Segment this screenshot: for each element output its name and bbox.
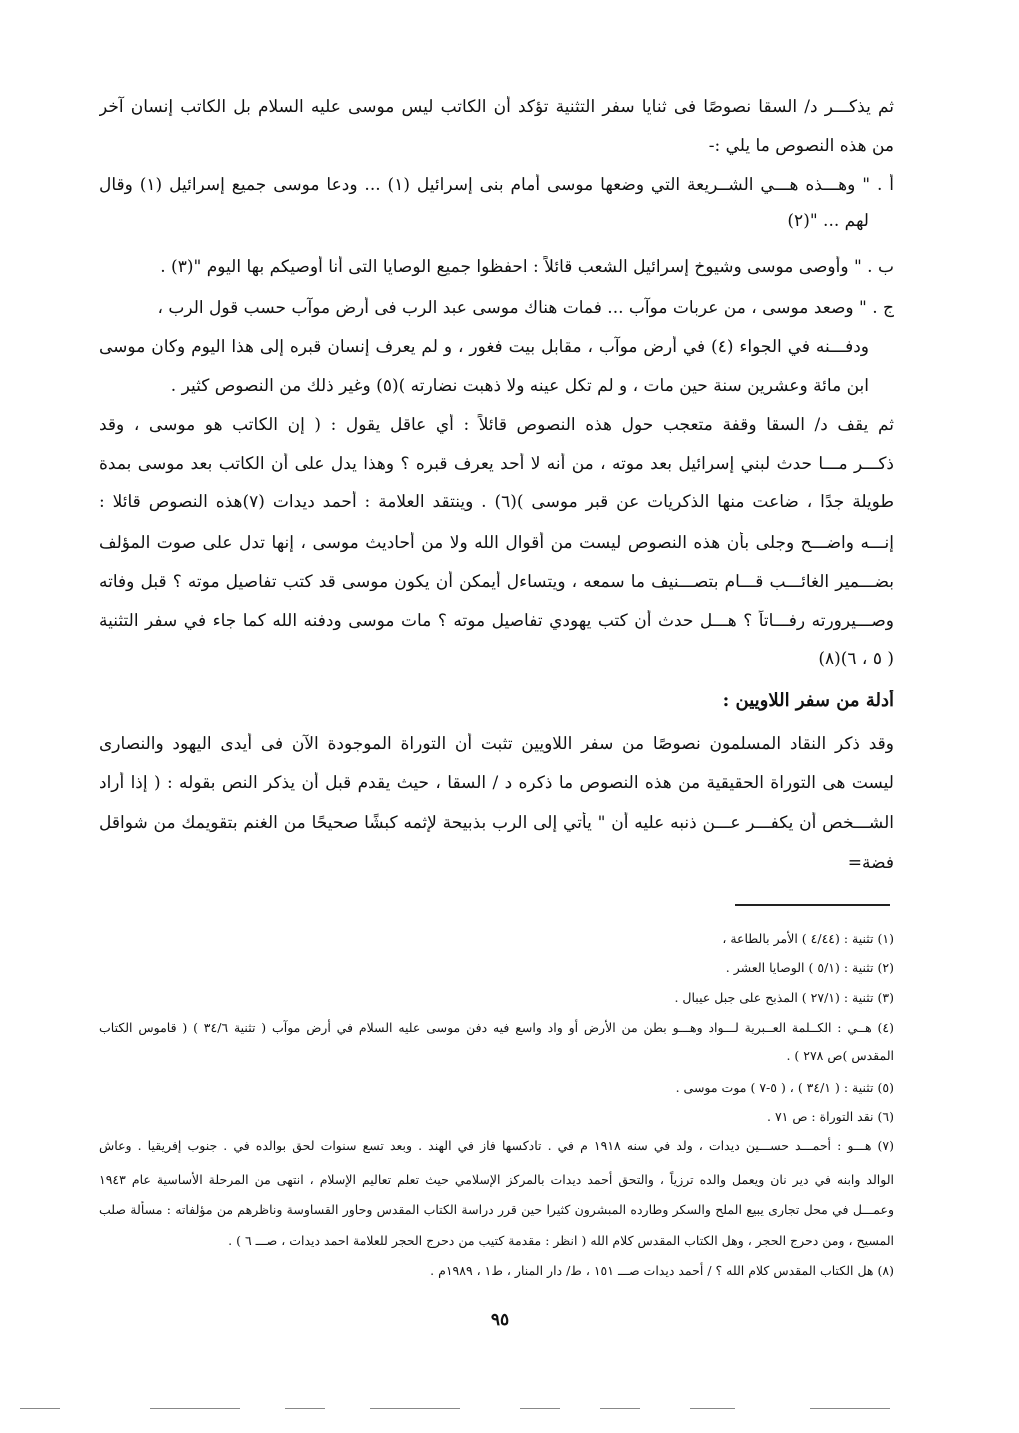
quote-c-line-3: ابن مائة وعشرين سنة حين مات ، و لم تكل عينه ولا ذهبت نضارته )(٥) وغير ذلك من النصوص كثير .	[170, 376, 869, 396]
scan-artifact-line	[150, 1408, 240, 1409]
paragraph-4-line-3: الشـــخص أن يكفـــر عـــن ذنبه عليه أن " يأتي إلى الرب بذبيحة لإثمه كبشًا صحيحًا من الغنم بتقويمك من شواقل	[99, 813, 894, 833]
footnote-7-line-3: وعمـــل في محل تجارى يبيع الملح والسكر وطارده المبشرون كثيرا حين قرر دراسة الكتاب المقدس وحاور القساوسة وناظرهم من مؤلفاته : مسألة صلب	[99, 1202, 894, 1217]
section-heading: أدلة من سفر اللاويين :	[722, 690, 894, 711]
paragraph-1-line-1: ثم يذكـــر د/ السقا نصوصًا فى ثنايا سفر التثنية تؤكد أن الكاتب ليس موسى عليه السلام بل الكاتب إنسان آخر	[99, 97, 894, 117]
paragraph-4-line-1: وقد ذكر النقاد المسلمون نصوصًا من سفر اللاويين تثبت أن التوراة الموجودة الآن فى أيدى اليهود والنصارى	[99, 734, 894, 754]
quote-a-line-2: لهم ... "(٢)	[787, 211, 869, 231]
paragraph-3-line-2: بضـــمير الغائـــب قـــام بتصـــنيف ما سمعه ، ويتساءل أيمكن أن يكون موسى قد كتب تفاصيل موته ؟ قبل وفاته	[99, 572, 894, 592]
paragraph-2-line-2: ذكـــر مـــا حدث لبني إسرائيل بعد موته ، من أنه لا أحد يعرف قبره ؟ وهذا يدل على أن الكاتب بعد موسى بمدة	[99, 454, 894, 474]
paragraph-4-line-2: ليست هى التوراة الحقيقية من هذه النصوص ما ذكره د / السقا ، حيث يقدم قبل أن يذكر النص بقوله : ( إذا أراد	[99, 773, 894, 793]
footnote-8: (٨) هل الكتاب المقدس كلام الله ؟ / أحمد ديدات صـــ ١٥١ ، ط/ دار المنار ، ط١ ، ١٩٨٩م .	[430, 1263, 894, 1278]
footnote-2: (٢) تثنية : (٥/١ ) الوصايا العشر .	[725, 960, 894, 975]
footnote-7-line-4: المسيح ، ومن دحرج الحجر ، وهل الكتاب المقدس كلام الله ( انظر : مقدمة كتيب من دحرج الحجر للعلامة احمد ديدات ، صـــ ٦ ) .	[228, 1233, 894, 1248]
scan-artifact-line	[285, 1408, 325, 1409]
quote-a-line-1: أ . " وهـــذه هـــي الشــريعة التي وضعها موسى أمام بنى إسرائيل (١) ... ودعا موسى جميع إسرائيل (١) وقال	[99, 175, 894, 195]
paragraph-3-line-3: وصـــيرورته رفـــاتاً ؟ هـــل حدث أن كتب يهودي تفاصيل موته ؟ مات موسى ودفنه الله كما جاء في سفر التثنية	[99, 611, 894, 631]
scan-artifact-line	[600, 1408, 640, 1409]
paragraph-1-line-2: من هذه النصوص ما يلي :-	[708, 136, 894, 156]
scan-artifact-line	[690, 1408, 735, 1409]
paragraph-2-line-1: ثم يقف د/ السقا وقفة متعجب حول هذه النصوص قائلاً : أي عاقل يقول : ( إن الكاتب هو موسى ، وقد	[99, 415, 894, 435]
scan-artifact-line	[520, 1408, 560, 1409]
quote-c-line-2: ودفـــنه في الجواء (٤) في أرض موآب ، مقابل بيت فغور ، و لم يعرف إنسان قبره إلى هذا اليوم وكان موسى	[99, 337, 869, 357]
page-number: ٩٥	[490, 1310, 510, 1330]
scan-artifact-line	[810, 1408, 890, 1409]
footnote-3: (٣) تثنية : (٢٧/١ ) المذبح على جبل عيبال .	[674, 990, 894, 1005]
paragraph-3-line-4: ( ٥ ، ٦)(٨)	[818, 649, 894, 669]
scan-artifact-line	[370, 1408, 460, 1409]
quote-c-line-1: ج . " وصعد موسى ، من عربات موآب ... فمات هناك موسى عبد الرب فى أرض موآب حسب قول الرب ،	[157, 298, 894, 318]
footnote-7-line-1: (٧) هـــو : أحمـــد حســـين ديدات ، ولد في سنه ١٩١٨ م في . تادكسها فاز في الهند . وبعد تسع سنوات لحق بوالده في . جنوب إفريقيا . وعاش	[99, 1138, 894, 1153]
paragraph-2-line-3: طويلة جدًا ، ضاعت منها الذكريات عن قبر موسى )(٦) . وينتقد العلامة : أحمد ديدات (٧)هذه النصوص قائلا :	[99, 492, 894, 512]
footnote-7-line-2: الوالد وابنه في دير نان ويعمل والده ترزياً ، والتحق أحمد ديدات بالمركز الإسلامي حيث تعلم تعاليم الإسلام ، انتهى من المرحلة الأساسية عام ١٩٤٣	[99, 1172, 894, 1187]
scan-artifact-line	[20, 1408, 60, 1409]
footnote-5: (٥) تثنية : ( ٣٤/١ ) ، ( ٥-٧ ) موت موسى .	[675, 1080, 894, 1095]
paragraph-4-line-4: فضة=	[847, 853, 894, 873]
quote-b-line-1: ب . " وأوصى موسى وشيوخ إسرائيل الشعب قائلاً : احفظوا جميع الوصايا التى أنا أوصيكم بها اليوم "(٣) .	[160, 257, 894, 277]
footnote-1: (١) تثنية : (٤/٤٤ ) الأمر بالطاعة ،	[722, 931, 894, 946]
footnote-separator	[735, 904, 890, 906]
footnote-4-line-2: المقدس )ص ٢٧٨ ) .	[786, 1048, 894, 1063]
footnote-4-line-1: (٤) هــي : الكــلمة العــبرية لـــواد وهـــو بطن من الأرض أو واد واسع فيه دفن موسى عليه السلام في أرض موآب ( تثنية ٣٤/٦ ) ( قاموس الكتاب	[99, 1020, 894, 1035]
paragraph-3-line-1: إنـــه واضـــح وجلى بأن هذه النصوص ليست من أقوال الله ولا من أحاديث موسى ، إنها تدل على صوت المؤلف	[99, 533, 894, 553]
footnote-6: (٦) نقد التوراة : ص ٧١ .	[766, 1109, 894, 1124]
